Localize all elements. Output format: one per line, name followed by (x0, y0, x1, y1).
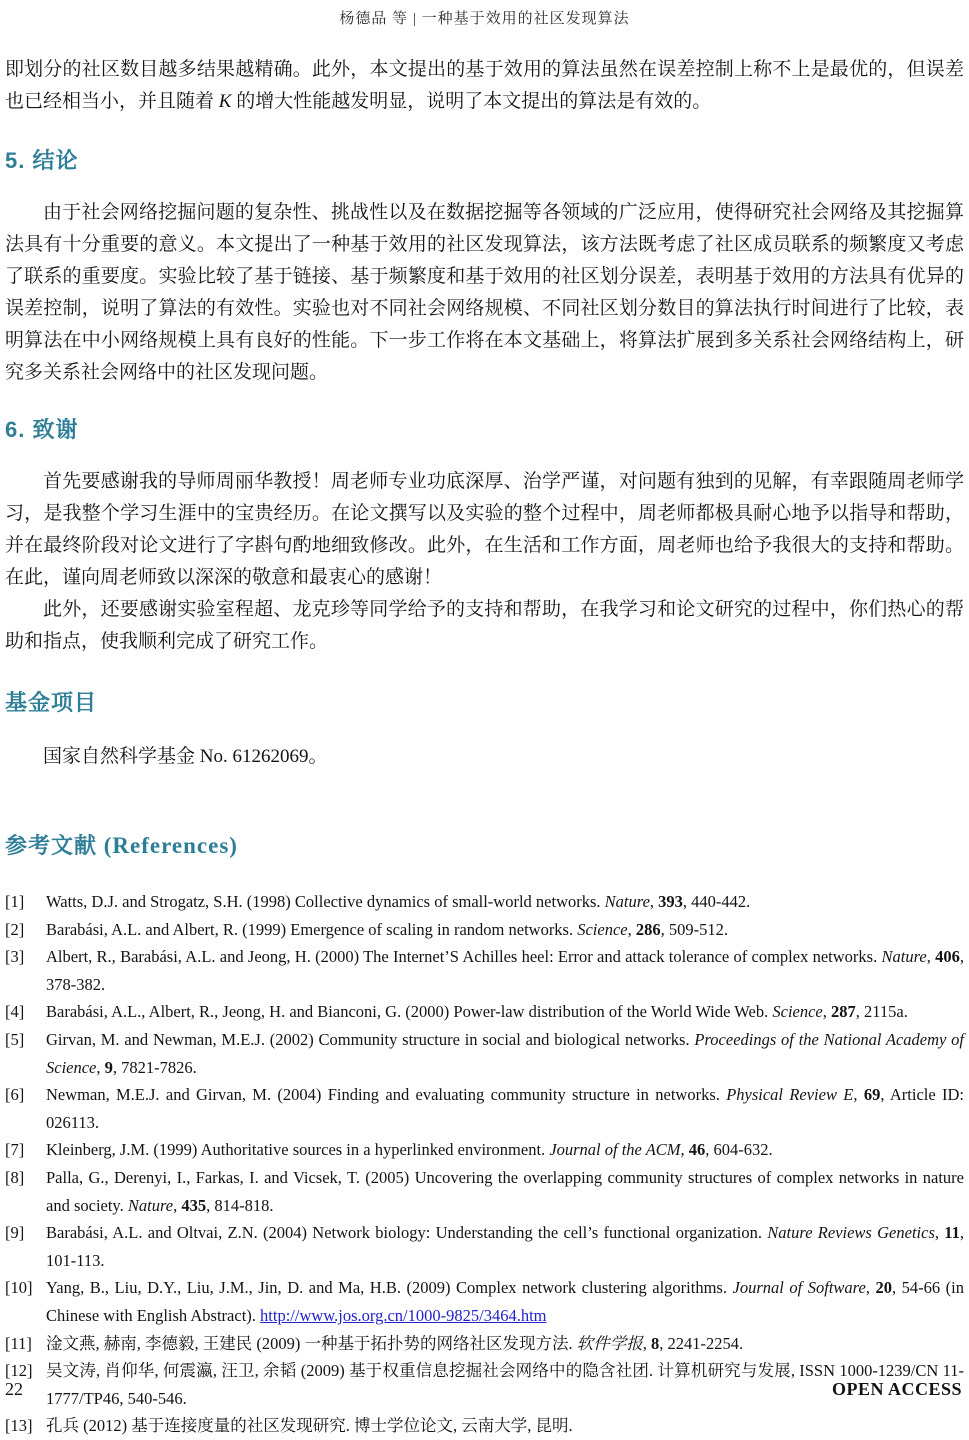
reference-text: Newman, M.E.J. and Girvan, M. (2004) Finding and evaluating community structure in networks. Physical Review E, 69, Article ID: 026113. (46, 1085, 964, 1132)
reference-item (5, 1026, 964, 1081)
reference-item (5, 1219, 964, 1274)
acknowledgements-paragraph-1: 首先要感谢我的导师周丽华教授！周老师专业功底深厚、治学严谨，对问题有独到的见解，有幸跟随周老师学习，是我整个学习生涯中的宝贵经历。在论文撰写以及实验的整个过程中，周老师都极具耐心地予以指导和帮助，并在最终阶段对论文进行了字斟句酌地细致修改。此外，在生活和工作方面，周老师也给予我很大的支持和帮助。在此，谨向周老师致以深深的敬意和最衷心的感谢！ (5, 471, 964, 588)
reference-number: [11] (5, 1333, 32, 1353)
section-heading-references (5, 829, 964, 860)
reference-text: Barabási, A.L., Albert, R., Jeong, H. and Bianconi, G. (2000) Power-law distribution of the World Wide Web. Science, 287, 2115a. (46, 1002, 908, 1022)
reference-item (5, 1274, 964, 1329)
acknowledgements-paragraph-2: 此外，还要感谢实验室程超、龙克珍等同学给予的支持和帮助，在我学习和论文研究的过程中，你们热心的帮助和指点，使我顺利完成了研究工作。 (5, 599, 964, 652)
reference-text: Barabási, A.L. and Oltvai, Z.N. (2004) Network biology: Understanding the cell’s functional organization. Nature Reviews Genetics, 11, 101-113. (46, 1223, 964, 1270)
reference-item (5, 943, 964, 998)
reference-number: [9] (5, 1223, 25, 1243)
reference-text: Watts, D.J. and Strogatz, S.H. (1998) Collective dynamics of small-world networks. Nature, 393, 440-442. (46, 892, 751, 911)
reference-number: [7] (5, 1140, 25, 1160)
reference-item (5, 998, 964, 1026)
fund-paragraph: 国家自然科学基金 No. 61262069。 (43, 746, 328, 767)
reference-item (5, 1412, 964, 1440)
reference-item (5, 1330, 964, 1358)
reference-text: 孔兵 (2012) 基于连接度量的社区发现研究. 博士学位论文, 云南大学, 昆明. (46, 1416, 573, 1436)
reference-text: Kleinberg, J.M. (1999) Authoritative sources in a hyperlinked environment. Journal of the ACM, 46, 604-632. (46, 1140, 773, 1160)
page-footer (5, 1379, 962, 1400)
reference-number: [5] (5, 1029, 25, 1049)
intro-paragraph (5, 54, 964, 118)
reference-item (5, 1164, 964, 1219)
reference-item (5, 1081, 964, 1136)
references-heading-en: (References) (97, 833, 238, 858)
references-heading-zh: 参考文献 (5, 833, 98, 858)
reference-number: [2] (5, 919, 25, 939)
page-number: 22 (5, 1379, 23, 1399)
intro-text-1: 即划分的社区数目越多结果越精确。此外，本文提出的基于效用的算法虽然在误差控制上称不上是最优的，但误差也已经相当小，并且随着 (5, 59, 964, 112)
reference-item (5, 1136, 964, 1164)
reference-number: [12] (5, 1361, 33, 1381)
reference-text: Yang, B., Liu, D.Y., Liu, J.M., Jin, D. and Ma, H.B. (2009) Complex network clustering algorithms. Journal of Software, 20, 54-66 (in Chinese with English Abstract). http://www.jos.org.cn/1000-9825/3464.htm (46, 1278, 965, 1325)
open-access-label: OPEN ACCESS (831, 1379, 962, 1399)
intro-text-2: 的增大性能越发明显，说明了本文提出的算法是有效的。 (231, 91, 712, 112)
reference-text: Barabási, A.L. and Albert, R. (1999) Emergence of scaling in random networks. Science, 286, 509-512. (46, 919, 728, 939)
reference-item (5, 888, 964, 916)
reference-text: 淦文燕, 赫南, 李德毅, 王建民 (2009) 一种基于拓扑势的网络社区发现方法. 软件学报, 8, 2241-2254. (46, 1333, 744, 1353)
reference-item (5, 916, 964, 944)
reference-number: [10] (5, 1278, 33, 1298)
reference-hyperlink[interactable]: http://www.jos.org.cn/1000-9825/3464.htm (260, 1305, 547, 1325)
reference-number: [4] (5, 1002, 25, 1022)
math-symbol-k: K (218, 91, 232, 112)
section-heading-acknowledgements: 6. 致谢 (5, 417, 79, 442)
reference-number: [8] (5, 1167, 25, 1187)
reference-text: 吴文涛, 肖仰华, 何震瀛, 汪卫, 余韬 (2009) 基于权重信息挖掘社会网络中的隐含社团. 计算机研究与发展, ISSN 1000-1239/CN 11-1777/TP46, 540-546. (46, 1361, 964, 1408)
running-header (5, 0, 964, 28)
reference-text: Girvan, M. and Newman, M.E.J. (2002) Community structure in social and biological networks. Proceedings of the National Academy of Science, 9, 7821-7826. (46, 1029, 964, 1077)
reference-number: [1] (5, 892, 25, 911)
running-header-text: 杨德品 等 | 一种基于效用的社区发现算法 (339, 11, 630, 27)
reference-number: [3] (5, 947, 25, 967)
reference-number: [6] (5, 1085, 25, 1105)
section-heading-conclusion: 5. 结论 (5, 148, 79, 173)
reference-text: Albert, R., Barabási, A.L. and Jeong, H. (2000) The Internet’S Achilles heel: Error and attack tolerance of complex networks. Nature, 406, 378-382. (46, 947, 965, 994)
reference-text: Palla, G., Derenyi, I., Farkas, I. and Vicsek, T. (2005) Uncovering the overlapping community structures of complex networks in nature and society. Nature, 435, 814-818. (46, 1167, 964, 1215)
section-heading-fund: 基金项目 (5, 690, 98, 715)
references-list (5, 888, 964, 1440)
reference-number: [13] (5, 1416, 33, 1436)
conclusion-paragraph: 由于社会网络挖掘问题的复杂性、挑战性以及在数据挖掘等各领域的广泛应用，使得研究社会网络及其挖掘算法具有十分重要的意义。本文提出了一种基于效用的社区发现算法，该方法既考虑了社区成员联系的频繁度又考虑了联系的重要度。实验比较了基于链接、基于频繁度和基于效用的社区划分误差，表明基于效用的方法具有优异的误差控制，说明了算法的有效性。实验也对不同社会网络规模、不同社区划分数目的算法执行时间进行了比较，表明算法在中小网络规模上具有良好的性能。下一步工作将在本文基础上，将算法扩展到多关系社会网络结构上，研究多关系社会网络中的社区发现问题。 (5, 202, 964, 383)
